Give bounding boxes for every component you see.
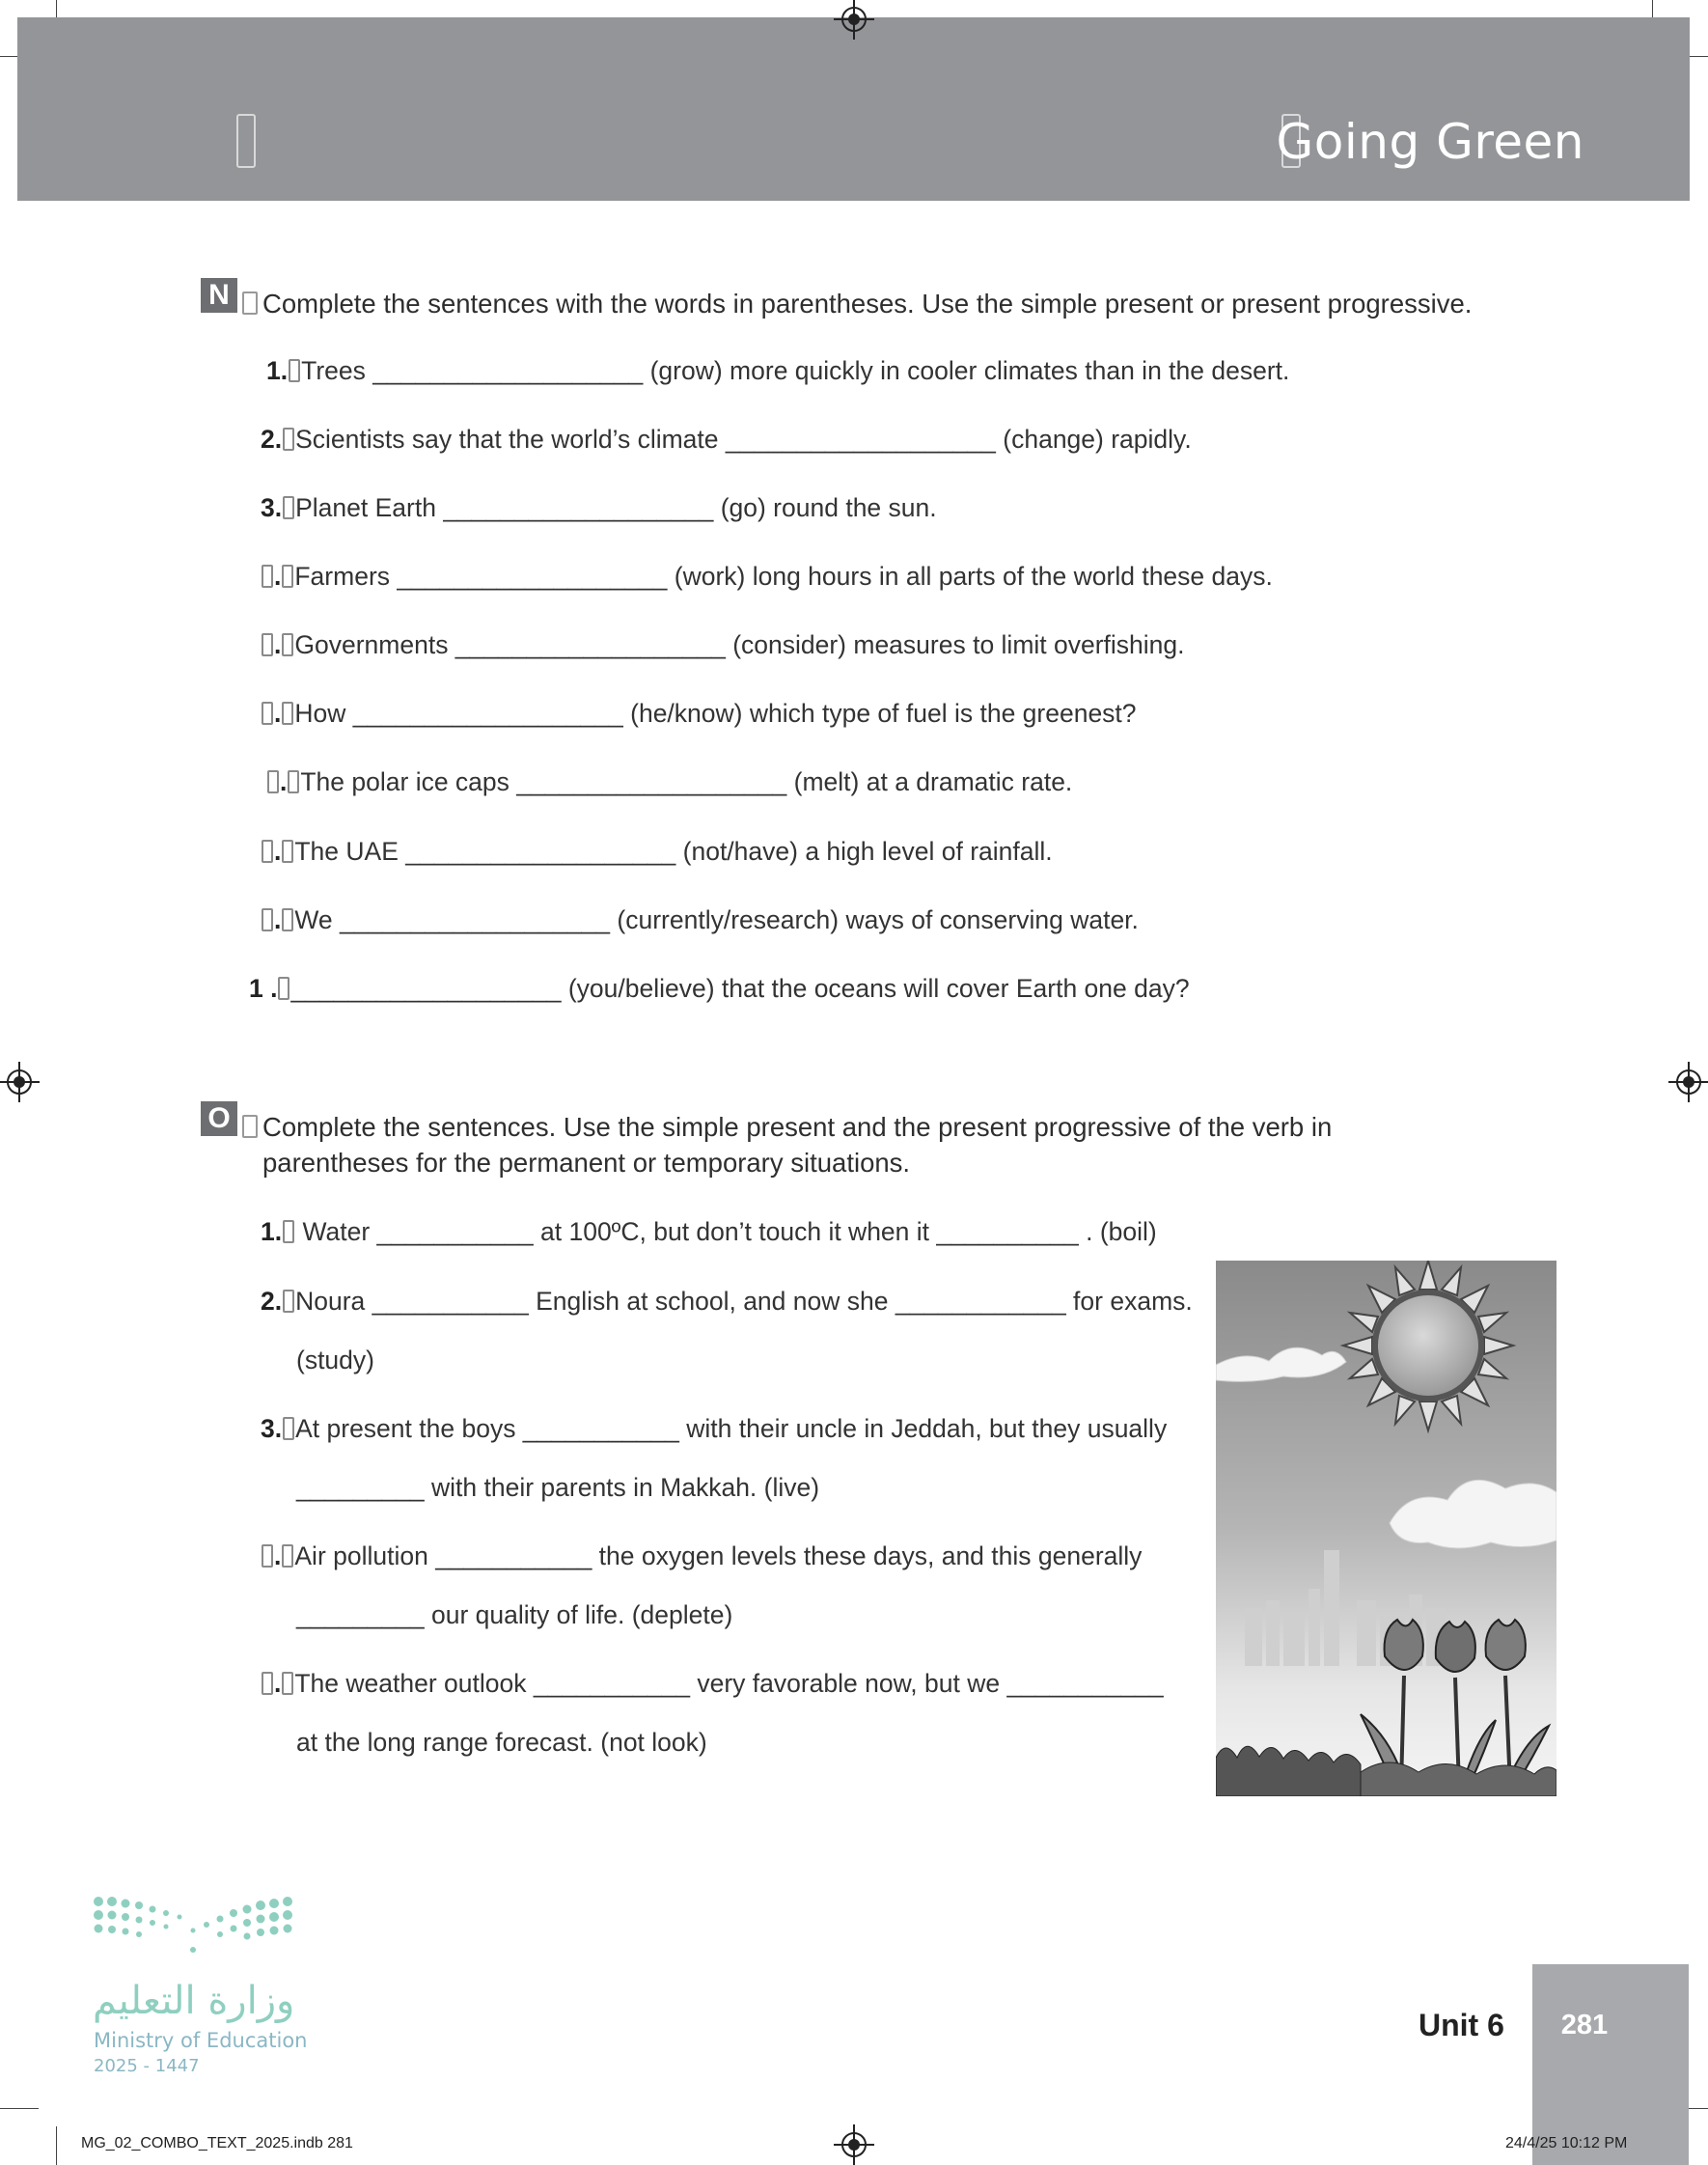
missing-glyph-icon (282, 1672, 293, 1695)
item-text: Air pollution ___________ the oxygen levels these days, and this generally (294, 1541, 1143, 1570)
missing-glyph-icon (288, 770, 299, 793)
section-o-badge: O (201, 1101, 237, 1136)
sun-icon (1343, 1261, 1513, 1430)
missing-glyph-icon (262, 1544, 273, 1568)
missing-glyph-icon (283, 428, 294, 451)
section-n-instruction: Complete the sentences with the words in parentheses. Use the simple present or present progressive. (262, 289, 1473, 319)
list-item (261, 699, 1137, 729)
registration-mark-icon (1676, 1069, 1701, 1095)
missing-glyph-icon (242, 291, 258, 315)
missing-glyph-icon (262, 633, 273, 656)
missing-glyph-icon (282, 702, 293, 725)
item-text: Water ___________ at 100ºC, but don’t touch it when it __________ . (boil) (295, 1217, 1157, 1246)
item-number: . (274, 630, 282, 659)
item-number: 2. (261, 1287, 283, 1316)
missing-glyph-icon (262, 702, 273, 725)
missing-glyph-icon (282, 633, 293, 656)
list-item (261, 425, 1192, 455)
item-continuation: _________ our quality of life. (deplete) (296, 1600, 733, 1629)
list-item (261, 1414, 1167, 1444)
list-item (261, 1541, 1142, 1571)
missing-glyph-icon (283, 1220, 294, 1243)
unit-label: Unit 6 (1419, 2008, 1504, 2042)
crop-mark (0, 2108, 39, 2109)
ministry-year: 2025 - 1447 (94, 2056, 200, 2076)
item-text: Farmers ___________________ (work) long hours in all parts of the world these days. (294, 562, 1273, 591)
item-text: ___________________ (you/believe) that the oceans will cover Earth one day? (290, 974, 1190, 1003)
item-number: . (280, 767, 288, 796)
item-number: 2. (261, 425, 283, 454)
item-number: . (274, 837, 282, 866)
missing-glyph-icon (267, 770, 279, 793)
list-item (249, 974, 1190, 1004)
crop-mark (56, 2126, 57, 2165)
item-text: Scientists say that the world’s climate ___________________ (change) rapidly. (295, 425, 1192, 454)
list-item (261, 493, 937, 523)
item-text: We ___________________ (currently/research) ways of conserving water. (294, 905, 1139, 934)
item-number: . (274, 1669, 282, 1698)
list-item (261, 1287, 1193, 1317)
missing-glyph-icon (282, 1544, 293, 1568)
list-item (261, 630, 1185, 660)
missing-glyph-icon (278, 977, 289, 1000)
section-n-badge: N (201, 278, 237, 313)
item-text: Noura ___________ English at school, and now she ____________ for exams. (295, 1287, 1193, 1316)
item-continuation: (study) (296, 1346, 374, 1374)
missing-glyph-icon (282, 565, 293, 588)
list-item (261, 1217, 1157, 1247)
list-item (261, 905, 1139, 935)
item-text: The UAE ___________________ (not/have) a high level of rainfall. (294, 837, 1053, 866)
missing-glyph-icon (282, 908, 293, 931)
missing-glyph-icon (283, 496, 294, 519)
list-item (261, 562, 1273, 592)
item-text: Planet Earth ___________________ (go) round the sun. (295, 493, 937, 522)
item-number: 3. (261, 493, 283, 522)
header-band (17, 17, 1690, 201)
list-item (261, 837, 1053, 867)
item-continuation: _________ with their parents in Makkah. (live) (296, 1473, 820, 1502)
missing-glyph-icon (262, 1672, 273, 1695)
item-number: 3. (261, 1414, 283, 1443)
item-number: 1. (261, 1217, 283, 1246)
item-text: The polar ice caps ___________________ (melt) at a dramatic rate. (300, 767, 1073, 796)
instruction-line: Complete the sentences. Use the simple present and the present progressive of the verb in (262, 1112, 1333, 1142)
item-number: . (274, 905, 282, 934)
date-info: 24/4/25 10:12 PM (1505, 2135, 1628, 2151)
item-text: Trees ___________________ (grow) more quickly in cooler climates than in the desert. (301, 356, 1290, 385)
sun-flowers-illustration (1216, 1261, 1556, 1796)
item-text: The weather outlook ___________ very favorable now, but we ___________ (294, 1669, 1164, 1698)
page-number: 281 (1560, 2010, 1609, 2040)
item-number: 1. (266, 356, 289, 385)
item-text: At present the boys ___________ with their uncle in Jeddah, but they usually (295, 1414, 1168, 1443)
missing-glyph-icon (283, 1290, 294, 1313)
ministry-logo-icon (93, 1896, 305, 1963)
item-number: 1 . (249, 974, 278, 1003)
list-item (266, 356, 1289, 386)
registration-mark-icon (7, 1069, 32, 1095)
item-number: . (274, 1541, 282, 1570)
ministry-name-english: Ministry of Education (94, 2029, 308, 2052)
instruction-line: parentheses for the permanent or temporary situations. (262, 1148, 911, 1178)
item-number: . (274, 699, 282, 728)
missing-glyph-icon (236, 114, 256, 168)
missing-glyph-icon (289, 359, 300, 382)
missing-glyph-icon (262, 908, 273, 931)
registration-mark-icon (841, 2132, 867, 2157)
item-text: Governments ___________________ (consider) measures to limit overfishing. (294, 630, 1185, 659)
ministry-name-arabic: وزارة التعليم (93, 1979, 295, 2023)
section-o-instruction (262, 1109, 1332, 1180)
list-item (261, 1669, 1164, 1699)
missing-glyph-icon (262, 840, 273, 863)
item-number: . (274, 562, 282, 591)
registration-mark-icon (841, 7, 867, 32)
missing-glyph-icon (282, 840, 293, 863)
missing-glyph-icon (262, 565, 273, 588)
item-continuation: at the long range forecast. (not look) (296, 1728, 707, 1757)
item-text: How ___________________ (he/know) which type of fuel is the greenest? (294, 699, 1137, 728)
missing-glyph-icon (242, 1115, 258, 1138)
file-info: MG_02_COMBO_TEXT_2025.indb 281 (81, 2135, 353, 2151)
missing-glyph-icon (283, 1417, 294, 1440)
list-item (266, 767, 1072, 797)
unit-title: Going Green (1276, 114, 1584, 170)
